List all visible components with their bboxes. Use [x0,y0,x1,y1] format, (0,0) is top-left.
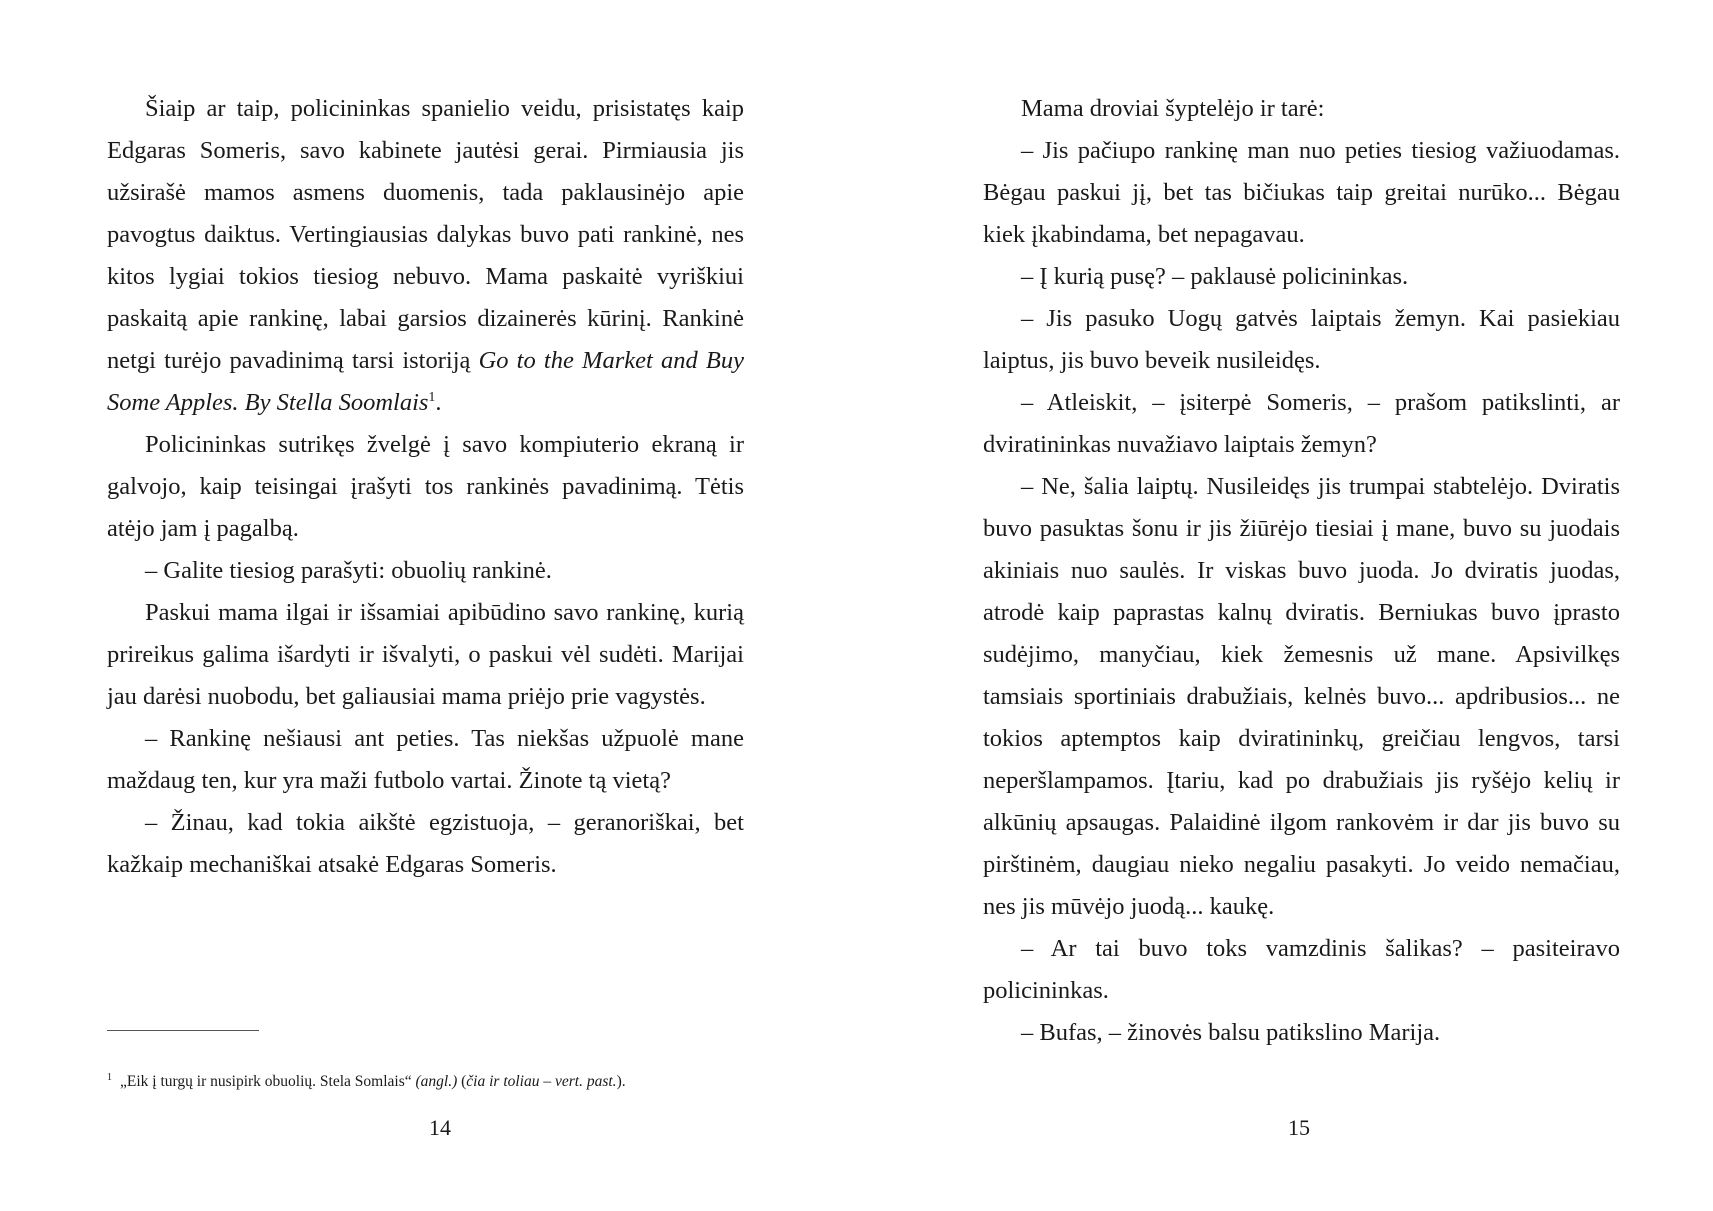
footnote [107,1068,757,1092]
paragraph: – Jis pasuko Uogų gatvės laiptais žemyn. Kai pasiekiau laiptus, jis buvo beveik nusileidęs. [983,305,1620,374]
footnote-text: „Eik į turgų ir nusipirk obuolių. Stela Somlais“ [120,1073,416,1091]
page-number: 14 [429,1115,451,1140]
paragraph: – Bufas, – žinovės balsu patikslino Marija. [1021,1019,1441,1046]
bag-title-italic: Go to the Market and Buy Some Apples. By Stella Soomlais [107,347,744,416]
paragraph: – Galite tiesiog parašyti: obuolių rankinė. [145,557,552,584]
paragraph: – Ne, šalia laiptų. Nusileidęs jis trumpai stabtelėjo. Dviratis buvo pasuktas šonu ir jis žiūrėjo tiesiai į mane, buvo su juodais akiniais nuo saulės. Ir viskas buvo juoda. Jo dviratis juodas, atrodė kaip paprastas kalnų dviratis. Berniukas buvo įprasto sudėjimo, manyčiau, kiek žemesnis už mane. Apsivilkęs tamsiais sportiniais drabužiais, kelnės buvo... apdribusios... ne tokios aptemptos kaip dviratininkų, greičiau lengvos, tarsi neperšlampamos. Įtariu, kad po drabužiais jis ryšėjo kelių ir alkūnių apsaugas. Palaidinė ilgom rankovėm ir dar jis buvo su pirštinėm, daugiau nieko negaliu pasakyti. Jo veido nemačiau, nes jis mūvėjo juodą... kaukę. [983,473,1620,920]
right-page-body [983,88,1620,1054]
paragraph-text: . [435,389,442,416]
paragraph [107,88,744,424]
page-number: 15 [1288,1115,1310,1140]
paragraph: – Atleiskit, – įsiterpė Someris, – prašom patikslinti, ar dviratininkas nuvažiavo laiptais žemyn? [983,389,1620,458]
paragraph: – Rankinę nešiausi ant peties. Tas niekšas užpuolė mane maždaug ten, kur yra maži futbolo vartai. Žinote tą vietą? [107,725,744,794]
paragraph-text: Šiaip ar taip, policininkas spanielio veidu, prisistatęs kaip Edgaras Someris, savo kabinete jautėsi gerai. Pirmiausia jis užsirašė mamos asmens duomenis, tada paklausinėjo apie pavogtus daiktus. Vertingiausias dalykas buvo pati rankinė, nes kitos lygiai tokios tiesiog nebuvo. Mama paskaitė vyriškiui paskaitą apie rankinę, labai garsios dizainerės kūrinį. Rankinė netgi turėjo pavadinimą tarsi istoriją [107,95,744,374]
paragraph: Paskui mama ilgai ir išsamiai apibūdino savo rankinę, kurią prireikus galima išardyti ir išvalyti, o paskui vėl sudėti. Marijai jau darėsi nuobodu, bet galiausiai mama priėjo prie vagystės. [107,599,744,710]
right-page [856,0,1713,1211]
footnote-divider [107,1030,259,1031]
left-page [0,0,856,1211]
footnote-number: 1 [107,1072,112,1083]
footnote-text: ). [616,1073,626,1091]
footnote-italic: (angl.) [415,1073,458,1091]
paragraph: Policininkas sutrikęs žvelgė į savo kompiuterio ekraną ir galvojo, kaip teisingai įrašyti tos rankinės pavadinimą. Tėtis atėjo jam į pagalbą. [107,431,744,542]
paragraph: – Žinau, kad tokia aikštė egzistuoja, – geranoriškai, bet kažkaip mechaniškai atsakė Edgaras Someris. [107,809,744,878]
paragraph: – Jis pačiupo rankinę man nuo peties tiesiog važiuodamas. Bėgau paskui jį, bet tas bičiukas taip greitai nurūko... Bėgau kiek įkabindama, bet nepagavau. [983,137,1620,248]
paragraph: – Į kurią pusę? – paklausė policininkas. [1021,263,1409,290]
paragraph: Mama droviai šyptelėjo ir tarė: [1021,95,1325,122]
footnote-italic: čia ir toliau – vert. past. [466,1073,617,1091]
footnote-text: ( [457,1073,467,1091]
paragraph: – Ar tai buvo toks vamzdinis šalikas? – pasiteiravo policininkas. [983,935,1620,1004]
footnote-marker: 1 [428,389,436,405]
left-page-body [107,88,744,886]
